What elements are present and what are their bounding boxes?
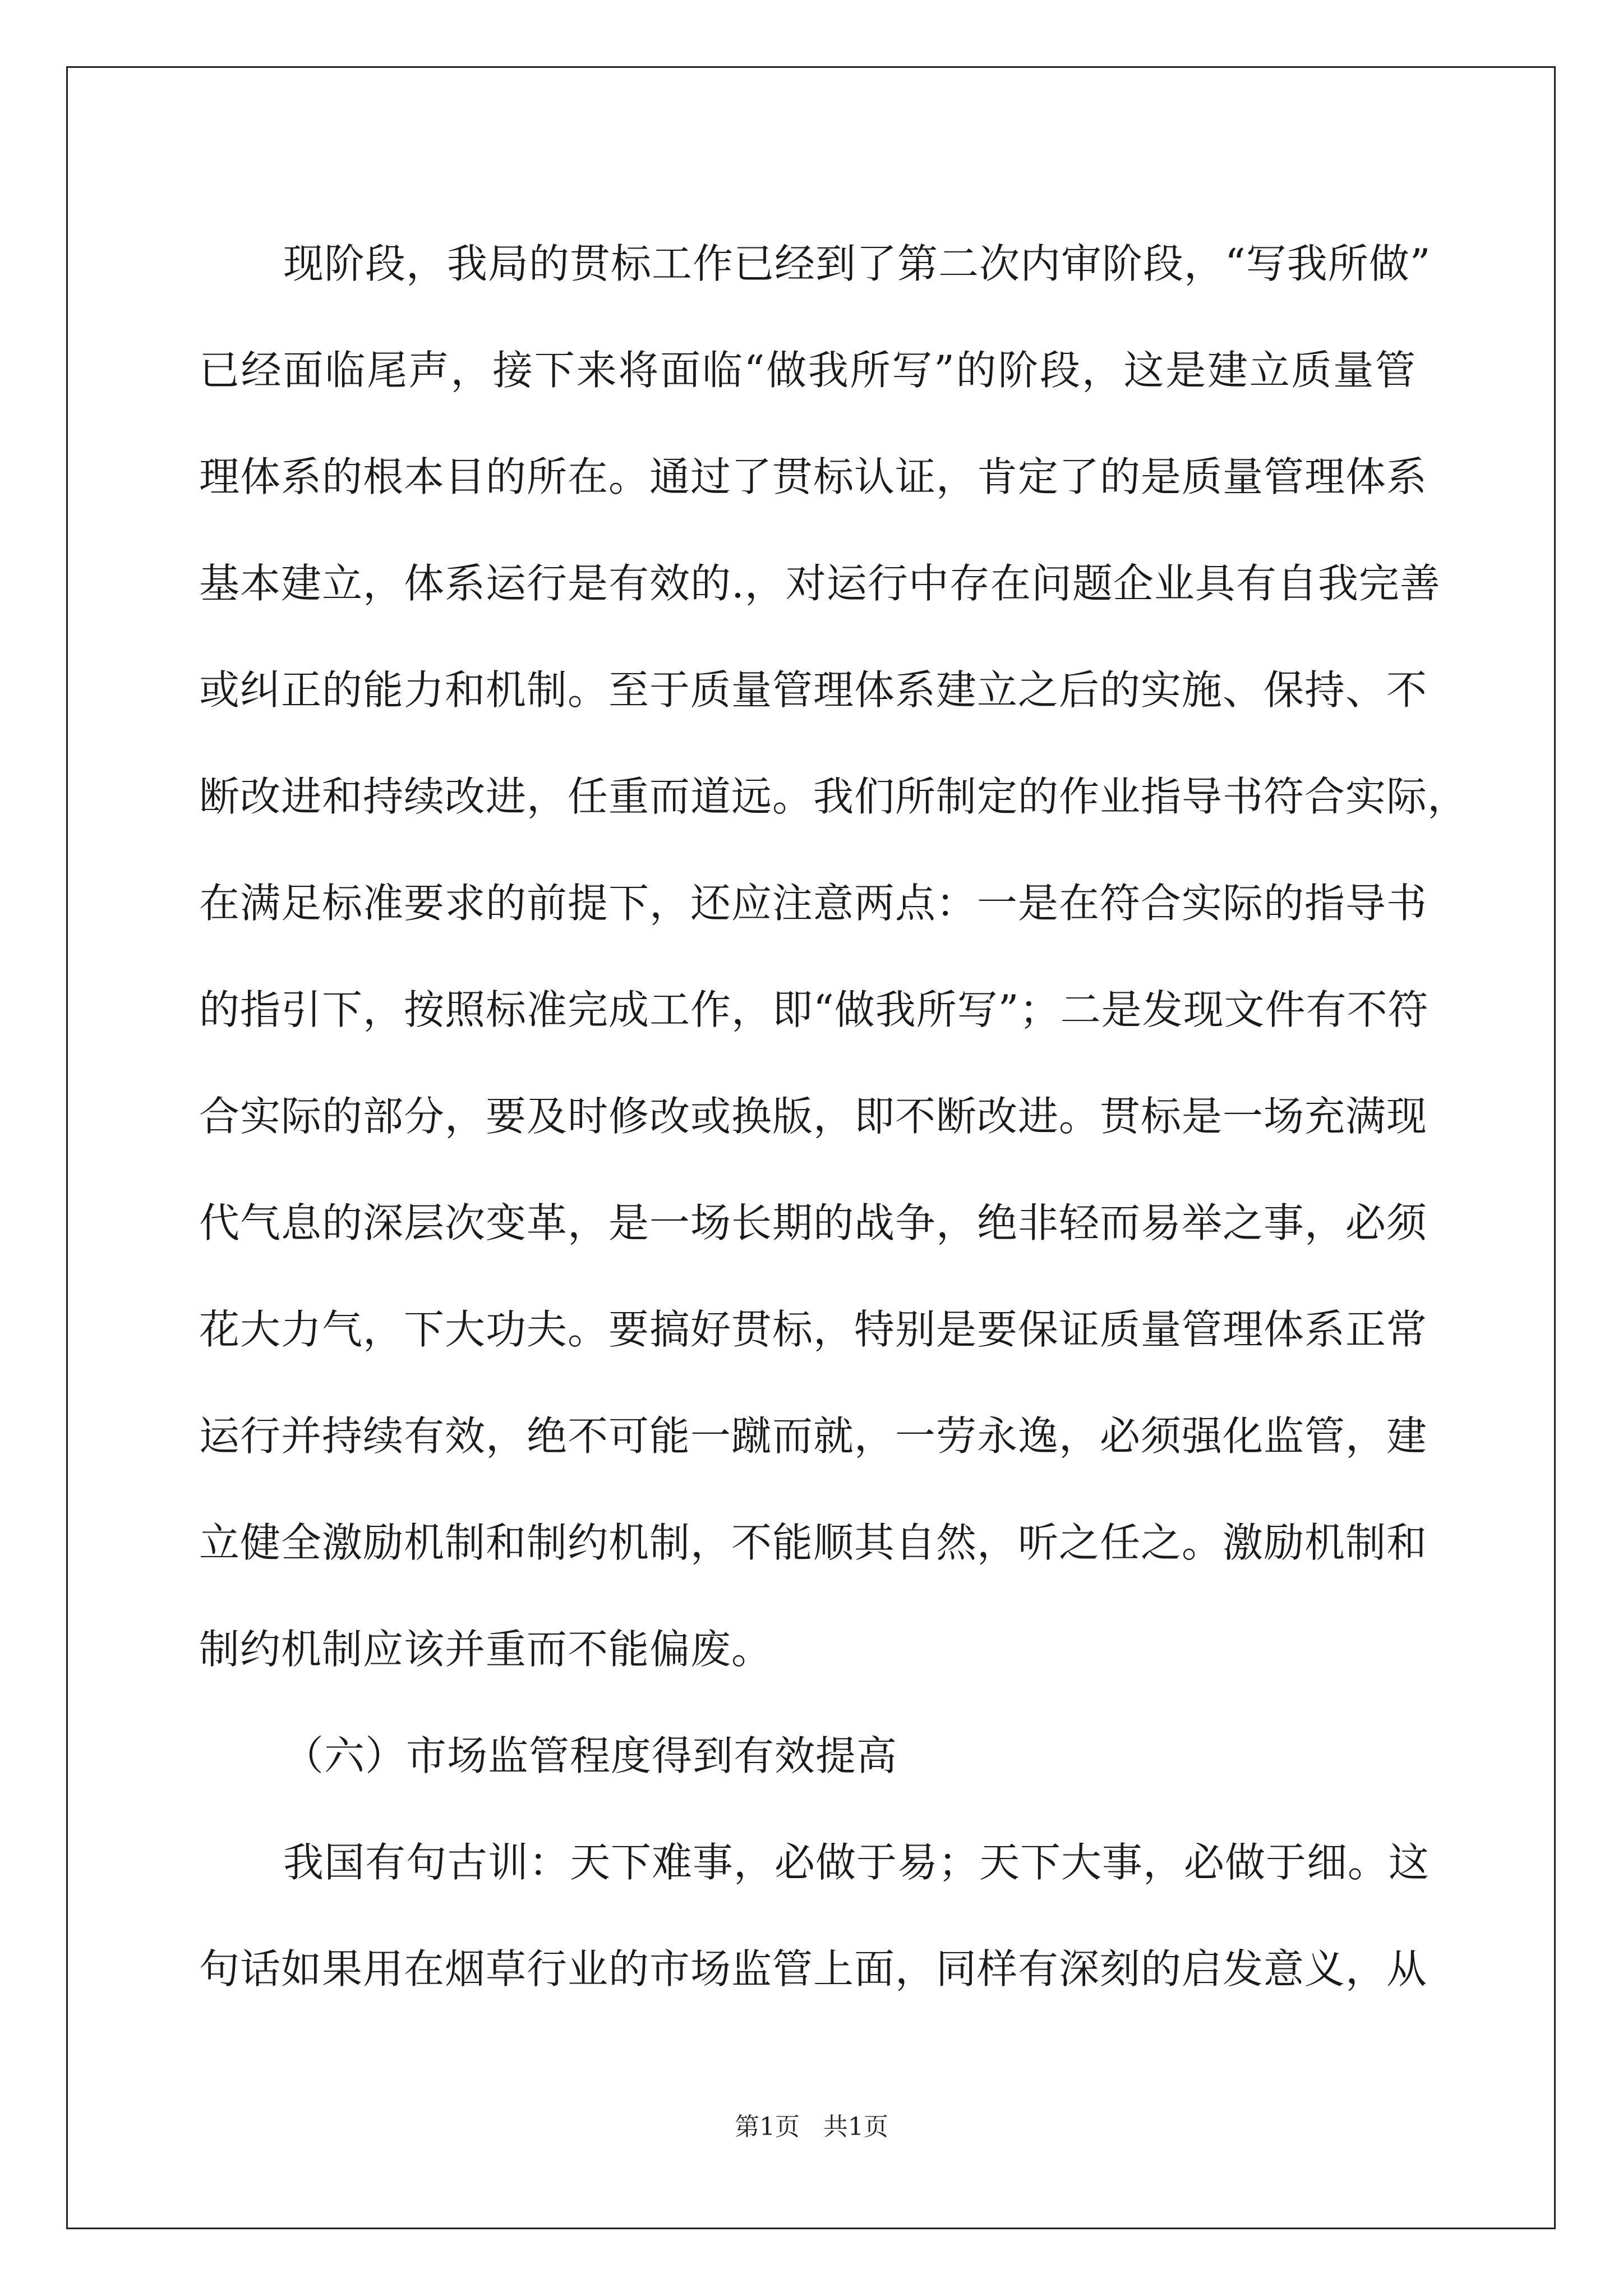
paragraph-line: 现阶段，我局的贯标工作已经到了第二次内审阶段，“写我所做” <box>283 240 1431 287</box>
section-heading: （六）市场监管程度得到有效提高 <box>283 1732 898 1779</box>
paragraph-line: 我国有句古训：天下难事，必做于易；天下大事，必做于细。这 <box>283 1839 1430 1886</box>
page-number: 第1页 <box>735 2113 800 2141</box>
paragraph-line: 句话如果用在烟草行业的市场监管上面，同样有深刻的启发意义，从 <box>199 1945 1428 1993</box>
paragraph-line: 理体系的根本目的所在。通过了贯标认证，肯定了的是质量管理体系 <box>199 453 1428 500</box>
paragraph-line: 花大力气，下大功夫。要搞好贯标，特别是要保证质量管理体系正常 <box>199 1306 1428 1353</box>
paragraph-line: 代气息的深层次变革，是一场长期的战争，绝非轻而易举之事，必须 <box>199 1199 1428 1246</box>
paragraph-line: 已经面临尾声，接下来将面临“做我所写”的阶段，这是建立质量管 <box>199 347 1416 394</box>
document-body <box>199 210 1469 2022</box>
paragraph-line: 在满足标准要求的前提下，还应注意两点：一是在符合实际的指导书 <box>199 880 1428 927</box>
paragraph-line: 立健全激励机制和制约机制，不能顺其自然，听之任之。激励机制和 <box>199 1519 1428 1566</box>
page-footer <box>0 2110 1623 2144</box>
paragraph-line: 或纠正的能力和机制。至于质量管理体系建立之后的实施、保持、不 <box>199 666 1428 714</box>
paragraph-line: 基本建立，体系运行是有效的.，对运行中存在问题企业具有自我完善 <box>199 560 1441 607</box>
paragraph-line: 断改进和持续改进，任重而道远。我们所制定的作业指导书符合实际， <box>199 773 1469 820</box>
paragraph-line: 运行并持续有效，绝不可能一蹴而就，一劳永逸，必须强化监管，建 <box>199 1412 1428 1460</box>
paragraph-line: 的指引下，按照标准完成工作，即“做我所写”；二是发现文件有不符 <box>199 986 1429 1033</box>
paragraph-line: 制约机制应该并重而不能偏废。 <box>199 1626 773 1673</box>
page-total: 共1页 <box>823 2113 888 2141</box>
paragraph-line: 合实际的部分，要及时修改或换版，即不断改进。贯标是一场充满现 <box>199 1093 1428 1140</box>
